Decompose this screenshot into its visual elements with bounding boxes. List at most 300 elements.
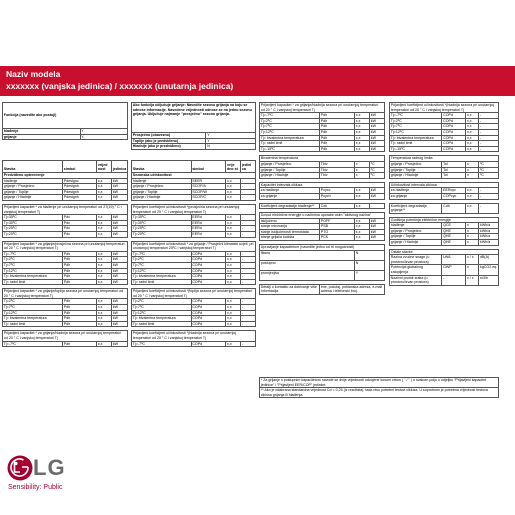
cycle-efficiency-label: za grijanje — [390, 193, 442, 199]
capacity-control-value: Y — [355, 270, 385, 280]
power-modes-unit: kW — [370, 224, 385, 230]
cdh-val: x,x — [466, 203, 479, 213]
operating-limit-heading: Temperatura radnog limita — [390, 156, 499, 162]
cdh-unit: - — [479, 203, 499, 213]
other-items-label: Potencijal globalnog zatopljenja — [390, 265, 442, 275]
cop-cold4-sym: COPd — [442, 118, 466, 124]
cap-cold-sym: Pdh — [320, 124, 355, 130]
function-label: hlađenje — [3, 129, 81, 135]
seasonal-sym: SCOP/C — [191, 195, 226, 201]
other-items-heading: Ostale stavke — [390, 249, 499, 255]
cycle-efficiency-val: x,x — [466, 188, 479, 194]
seasonal-unit: - — [241, 189, 256, 195]
cop-warm-label: Tj= radni limit — [132, 321, 192, 327]
eer-sym: EERd — [191, 220, 226, 226]
cool-cap-unit: kW — [112, 215, 128, 221]
cop-avg-unit: - — [241, 279, 256, 285]
power-modes-sym: POFF — [320, 218, 355, 224]
capacity-val: x,x — [97, 184, 112, 190]
heat-warm-sym: Pdh — [63, 310, 97, 316]
heat-avg-sym: Pdh — [63, 268, 97, 274]
other-items-unit: kgCO2 eq. — [479, 265, 499, 275]
cycle-efficiency-val: x,x — [466, 193, 479, 199]
cool-cap-label: Tj=35ºC — [3, 215, 63, 221]
cap-cold-sym: Pdh — [320, 113, 355, 119]
cop-avg-val: x,x — [226, 257, 241, 263]
eer-sym: EERd — [191, 215, 226, 221]
power-modes-unit: kW — [370, 229, 385, 235]
seasonal-val: x,x — [226, 189, 241, 195]
power-modes-val: x,x — [355, 235, 370, 241]
seasonal-heading: Sezonska učinkovitost — [132, 173, 256, 179]
cap-cold-sym: Pdh — [320, 146, 355, 152]
power-modes-label: isključeno — [260, 218, 320, 224]
other-items-val: x — [466, 265, 479, 275]
col2-efficiency-table — [131, 160, 256, 347]
table-row — [390, 275, 499, 285]
heat-avg-unit: kW — [112, 251, 128, 257]
heat-warm-val: x,x — [97, 299, 112, 305]
cop-cold4-label: Tj=7ºC — [390, 124, 442, 130]
heat-avg-val: x,x — [97, 274, 112, 280]
operating-limit-label: grijanje / Hladnije — [390, 173, 442, 179]
function-label: grijanje — [3, 134, 81, 140]
cap-cold-unit: kW — [370, 113, 385, 119]
cool-cap-unit: kW — [112, 231, 128, 237]
annual-consumption-unit: kWh/a — [479, 228, 499, 234]
cop-cold4-sym: COPd — [442, 146, 466, 152]
cap-cold-label: Tj=-15ºC — [260, 146, 320, 152]
cop-cold4-unit: - — [479, 129, 499, 135]
table-row — [390, 240, 499, 246]
cap-cold-sym: Pdh — [320, 141, 355, 147]
eer-unit: - — [241, 231, 256, 237]
cop-cold4-label: Tj=-15ºC — [390, 146, 442, 152]
bivalent-unit: ºC — [370, 173, 385, 179]
heat-avg-val: x,x — [97, 257, 112, 263]
annual-consumption-label: grijanje / Toplije — [390, 234, 442, 240]
operating-limit-val: x — [466, 161, 479, 167]
seasonal-val: x,x — [226, 184, 241, 190]
capacity-sym: Pdesignh — [63, 189, 97, 195]
cop-cold4-val: x,x — [466, 146, 479, 152]
cycle-capacity-label: za grijanje — [260, 193, 320, 199]
cop-cold4-label: Tj=-7ºC — [390, 113, 442, 119]
seasonal-sym: SCOP/W — [191, 189, 226, 195]
heat-warm-sym: Pdh — [63, 305, 97, 311]
cop-cold4-label: Tj=2ºC — [390, 118, 442, 124]
bivalent-sym: Tbiv — [320, 173, 355, 179]
table-row — [390, 203, 499, 213]
cop-warm-val: x,x — [226, 310, 241, 316]
seasonal-unit: - — [241, 184, 256, 190]
cap-cold-sym: Pdh — [320, 129, 355, 135]
seasonal-label: grijanje / Prosječno — [132, 184, 192, 190]
bivalent-val: x — [355, 167, 370, 173]
cop-warm-sym: COPd — [191, 321, 226, 327]
operating-limit-sym: Tol — [442, 167, 466, 173]
cop-avg-unit: - — [241, 268, 256, 274]
other-items-unit: m3/h — [479, 275, 499, 285]
power-modes-val: x,x — [355, 229, 370, 235]
heat-cold-label: Tj=-7ºC — [3, 341, 63, 347]
heat-avg-unit: kW — [112, 257, 128, 263]
annual-consumption-label: grijanje / Hladnije — [390, 240, 442, 246]
cap-cold-unit: kW — [370, 124, 385, 130]
cool-cap-val: x,x — [97, 226, 112, 232]
cop-cold4-unit: - — [479, 141, 499, 147]
seasonal-val: x,x — [226, 195, 241, 201]
col-head-value: vrije dno st — [226, 161, 241, 173]
capacity-unit: kW — [112, 195, 128, 201]
cop-cold4-val: x,x — [466, 113, 479, 119]
cop-cold4-unit: - — [479, 135, 499, 141]
annual-consumption-val: x — [466, 228, 479, 234]
heat-warm-unit: kW — [112, 299, 128, 305]
cool-cap-val: x,x — [97, 220, 112, 226]
cop-avg-val: x,x — [226, 274, 241, 280]
heat-avg-heading: Prijavljeni kapacitet * za grijanje/prosječna sezona pri unutarnjoj temperaturi od 20 ° C i vanjskoj temperaturi Tj — [3, 241, 128, 251]
col3-block — [259, 102, 385, 295]
cap-cold-sym: Pdh — [320, 135, 355, 141]
cap-cold-label: Tj=12ºC — [260, 129, 320, 135]
eer-val: x,x — [226, 226, 241, 232]
annual-consumption-sym: QCE — [442, 223, 466, 229]
capacity-unit: kW — [112, 178, 128, 184]
capacity-control-label: promjenjivo — [260, 270, 355, 280]
cop-avg-unit: - — [241, 274, 256, 280]
heat-warm-sym: Pdh — [63, 321, 97, 327]
table-row — [3, 341, 128, 347]
seasonal-label: grijanje / Toplije — [132, 189, 192, 195]
other-items-sym: GWP — [442, 265, 466, 275]
heat-warm-label: Tj=12ºC — [3, 310, 63, 316]
annual-consumption-unit: kWh/a — [479, 223, 499, 229]
capacity-sym: Pdesignc — [63, 178, 97, 184]
cap-cold-val: x,x — [355, 113, 370, 119]
heat-warm-val: x,x — [97, 305, 112, 311]
seasonal-val: x,x — [226, 178, 241, 184]
col-head-unit: jedini ca — [241, 161, 256, 173]
contact-row — [260, 284, 385, 294]
capacity-val: x,x — [97, 195, 112, 201]
cop-cold4-unit: - — [479, 118, 499, 124]
heat-warm-unit: kW — [112, 305, 128, 311]
other-items-label: Razina zvučne snage (u prostoru/izvan prostora) — [390, 255, 442, 265]
bivalent-label: grijanje / Prosječno — [260, 161, 320, 167]
heat-cold-heading: Prijavljeni kapacitet * za grijanje/hladnija sezona pri unutarnjoj temperaturi od 20 ° C i vanjskoj temperaturi Tj — [3, 331, 128, 341]
cop-cold-sym: COPd — [191, 341, 226, 347]
cop-cold4-val: x,x — [466, 118, 479, 124]
cool-cap-label: Tj=25ºC — [3, 226, 63, 232]
seasonal-sym: SEER — [191, 178, 226, 184]
heat-avg-sym: Pdh — [63, 279, 97, 285]
eer-label: Tj=30ºC — [132, 220, 192, 226]
cap-cold-heading: Prijavljeni kapacitet * za grijanje/hladnija sezona pri unutarnjoj temperaturi od 20 ° C i vanjskoj temperaturi Tj — [260, 103, 385, 113]
cap-cold-label: Tj=-7ºC — [260, 113, 320, 119]
power-modes-sym: PSB — [320, 224, 355, 230]
annual-consumption-heading: Godišnja potrošnja električne energije — [390, 217, 499, 223]
cop-warm-val: x,x — [226, 316, 241, 322]
table-row — [390, 265, 499, 275]
heat-avg-val: x,x — [97, 279, 112, 285]
cop-cold4-label: Tj= bivalentna temperatura — [390, 135, 442, 141]
cap-cold-val: x,x — [355, 124, 370, 130]
bivalent-heading: Bivalentna temperatura — [260, 156, 385, 162]
heat-avg-label: Tj=7ºC — [3, 262, 63, 268]
function-value: Y — [80, 129, 128, 135]
cycle-efficiency-sym: EERcyc — [442, 188, 466, 194]
cop-cold4-label: Tj= radni limit — [390, 141, 442, 147]
heat-warm-label: Tj= bivalentna temperatura — [3, 316, 63, 322]
cop-warm-unit: - — [241, 305, 256, 311]
cop-warm-heading: Prijavljeni koeficijent učinkovitosti *(toplija sezona pri unutarnjoj temperaturi od 20 ° C i vanjskoj temperaturi Tj — [132, 289, 256, 299]
heat-cold-sym: Pdh — [63, 341, 97, 347]
heat-warm-val: x,x — [97, 310, 112, 316]
operating-limit-unit: ºC — [479, 173, 499, 179]
cool-cap-sym: Pdc — [63, 231, 97, 237]
seasonal-sym: SCOP/A — [191, 184, 226, 190]
capacity-label: grijanje / Prosječno — [3, 184, 63, 190]
capacity-control-value: N — [355, 250, 385, 260]
power-modes-unit: kW — [370, 235, 385, 241]
cop-avg-val: x,x — [226, 251, 241, 257]
cycle-capacity-unit: kW — [370, 188, 385, 194]
cop-avg-unit: - — [241, 262, 256, 268]
cool-cap-sym: Pdc — [63, 226, 97, 232]
operating-limit-label: grijanje / Toplije — [390, 167, 442, 173]
seasonal-unit: - — [241, 178, 256, 184]
heat-warm-label: Tj=2ºC — [3, 299, 63, 305]
cycle-capacity-heading: Kapacitet intervala ciklusa — [260, 182, 385, 188]
cop-avg-sym: COPd — [191, 257, 226, 263]
other-items-unit: dB(A) — [479, 255, 499, 265]
eer-unit: - — [241, 220, 256, 226]
season-heading: Ako funkcija uključuje grijanje: Navedite sezonu grijanja na koju se odnose informacije. Navedene vrijednosti odnose se na jednu sezonu grijanja. Uključuje najmanje "prosječnu" sezonu grijanja. — [132, 103, 256, 133]
bivalent-label: grijanje / Toplije — [260, 167, 320, 173]
cap-cold-unit: kW — [370, 146, 385, 152]
heat-avg-val: x,x — [97, 262, 112, 268]
table-row — [260, 260, 385, 270]
heat-warm-unit: kW — [112, 321, 128, 327]
heat-warm-sym: Pdh — [63, 316, 97, 322]
cop-cold4-val: x,x — [466, 124, 479, 130]
capacity-control-value: N — [355, 260, 385, 270]
capacity-label: grijanje / Hladnije — [3, 195, 63, 201]
cap-cold-sym: Pdh — [320, 118, 355, 124]
col-head-stavka: Stavka — [132, 161, 192, 173]
cop-cold4-sym: COPd — [442, 113, 466, 119]
cop-cold-val: x,x — [226, 341, 241, 347]
cop-cold4-sym: COPd — [442, 135, 466, 141]
contact-value: ime, položaj, poštanska adresa, e-mail adresa i telefonski broj. — [320, 284, 385, 294]
cop-avg-unit: - — [241, 257, 256, 263]
cycle-capacity-label: za hlađenje — [260, 188, 320, 194]
cop-avg-label: Tj=2ºC — [132, 257, 192, 263]
capacity-heading: Predviđeno opterećenje — [3, 173, 128, 179]
heat-avg-sym: Pdh — [63, 257, 97, 263]
cool-cap-unit: kW — [112, 226, 128, 232]
annual-consumption-sym: QHE — [442, 234, 466, 240]
heat-avg-label: Tj= bivalentna temperatura — [3, 274, 63, 280]
bivalent-label: grijanje / Hladnije — [260, 173, 320, 179]
heat-avg-unit: kW — [112, 262, 128, 268]
cycle-capacity-val: x,x — [355, 188, 370, 194]
power-modes-label: stanje grijača kućišta — [260, 235, 320, 241]
lg-tagline: Sensibility: Public — [8, 484, 63, 491]
bivalent-sym: Tbiv — [320, 161, 355, 167]
annual-consumption-sym: QHE — [442, 228, 466, 234]
cop-avg-label: Tj=-7ºC — [132, 251, 192, 257]
heat-avg-unit: kW — [112, 279, 128, 285]
table-row — [390, 234, 499, 240]
cop-warm-unit: - — [241, 321, 256, 327]
capacity-val: x,x — [97, 189, 112, 195]
bivalent-unit: ºC — [370, 161, 385, 167]
cop-cold4-val: x,x — [466, 141, 479, 147]
cop-warm-label: Tj=12ºC — [132, 310, 192, 316]
cop-cold-heading: Prijavljeni koeficijent učinkovitosti *(hladnija sezona pri unutarnjoj temperaturi od 20 ° C i vanjskoj temperaturi Tj — [132, 331, 256, 341]
table-row — [390, 173, 499, 179]
cop-avg-sym: COPd — [191, 274, 226, 280]
cop-cold4-unit: - — [479, 124, 499, 130]
cycle-capacity-sym: Pcych — [320, 193, 355, 199]
cap-cold-label: Tj=2ºC — [260, 118, 320, 124]
heat-cold-val: x,x — [97, 341, 112, 347]
power-modes-sym: PTO — [320, 229, 355, 235]
cop-warm-label: Tj=2ºC — [132, 299, 192, 305]
cop-cold4-label: Tj=12ºC — [390, 129, 442, 135]
eer-val: x,x — [226, 215, 241, 221]
cop-avg-val: x,x — [226, 268, 241, 274]
model-title: Naziv modela — [6, 69, 61, 79]
cop-cold4-unit: - — [479, 113, 499, 119]
capacity-sym: Pdesignh — [63, 184, 97, 190]
cop-warm-label: Tj= bivalentna temperatura — [132, 316, 192, 322]
other-items-sym: LWA — [442, 255, 466, 265]
cap-cold-label: Tj= radni limit — [260, 141, 320, 147]
season-label: Hladnije (ako je predviđeno) — [132, 144, 206, 150]
bivalent-val: x — [355, 173, 370, 179]
cap-cold-unit: kW — [370, 141, 385, 147]
capacity-val: x,x — [97, 178, 112, 184]
cool-cap-val: x,x — [97, 215, 112, 221]
operating-limit-unit: ºC — [479, 161, 499, 167]
annual-consumption-val: x — [466, 223, 479, 229]
cop-cold4-val: x,x — [466, 135, 479, 141]
cap-cold-val: x,x — [355, 129, 370, 135]
eer-val: x,x — [226, 231, 241, 237]
operating-limit-val: x — [466, 167, 479, 173]
cop-warm-val: x,x — [226, 305, 241, 311]
table-row — [260, 250, 385, 260]
other-items-label: Nazivni protok zraka (u prostoru/izvan prostora) — [390, 275, 442, 285]
cop-avg-sym: COPd — [191, 279, 226, 285]
cap-cold-label: Tj=7ºC — [260, 124, 320, 130]
power-modes-sym: PCK — [320, 235, 355, 241]
power-modes-heading: Dovod električne energije u načinima uporabe osim "aktivnog načina" — [260, 213, 385, 219]
cap-cold-val: x,x — [355, 135, 370, 141]
cop-avg-label: Tj= bivalentna temperatura — [132, 274, 192, 280]
power-modes-unit: kW — [370, 218, 385, 224]
cap-cold-val: x,x — [355, 141, 370, 147]
table-row — [132, 341, 256, 347]
table-row — [390, 228, 499, 234]
cycle-efficiency-unit: - — [479, 188, 499, 194]
annual-consumption-label: grijanje / Prosječno — [390, 228, 442, 234]
notes-block — [259, 377, 499, 398]
cdc-val: x,x — [355, 203, 370, 209]
note-2: ** Ako je odabrana standardna vrijednost Cd = 0,25 (iz rezultata), tada nisu potrebni testovi ciklusa. U suprotnom je potrebna vrijednost testova ciklusa grijanja ili hlađenja. — [260, 388, 499, 398]
cop-cold-label: Tj=-7ºC — [132, 341, 192, 347]
capacity-label: grijanje / Toplije — [3, 189, 63, 195]
cop-avg-sym: COPd — [191, 251, 226, 257]
annual-consumption-val: x — [466, 240, 479, 246]
cop-warm-sym: COPd — [191, 305, 226, 311]
heat-avg-val: x,x — [97, 268, 112, 274]
heat-avg-label: Tj=-7ºC — [3, 251, 63, 257]
model-header — [0, 66, 515, 96]
season-label: Prosječno (obavezno) — [132, 133, 206, 139]
eer-label: Tj=25ºC — [132, 226, 192, 232]
col-head-stavka: Stavka — [3, 161, 63, 173]
heat-avg-label: Tj= radni limit — [3, 279, 63, 285]
heat-warm-label: Tj=7ºC — [3, 305, 63, 311]
annual-consumption-val: x — [466, 234, 479, 240]
cdc-unit: - — [370, 203, 385, 209]
cop-warm-sym: COPd — [191, 310, 226, 316]
cop-warm-sym: COPd — [191, 316, 226, 322]
function-value: Y — [80, 134, 128, 140]
cop-cold4-sym: COPd — [442, 124, 466, 130]
cdc-sym: Cdc — [320, 203, 355, 209]
heat-avg-sym: Pdh — [63, 251, 97, 257]
annual-consumption-label: hlađenje — [390, 223, 442, 229]
eer-unit: - — [241, 215, 256, 221]
cycle-efficiency-sym: COPcyc — [442, 193, 466, 199]
season-label: Toplije (ako je predviđeno) — [132, 138, 206, 144]
bivalent-sym: Tbiv — [320, 167, 355, 173]
capacity-unit: kW — [112, 184, 128, 190]
cop-warm-unit: - — [241, 310, 256, 316]
cop-warm-sym: COPd — [191, 299, 226, 305]
cycle-efficiency-heading: Učinkovitost intervala ciklusa — [390, 182, 499, 188]
cycle-capacity-unit: kW — [370, 193, 385, 199]
heat-warm-unit: kW — [112, 310, 128, 316]
eer-unit: - — [241, 226, 256, 232]
col4-block — [389, 102, 499, 286]
heat-warm-heading: Prijavljeni kapacitet * za grijanje/toplija sezona pri unutarnjoj temperaturi od 20 ° C i vanjskoj temperaturi Tj — [3, 289, 128, 299]
eer-sym: EERd — [191, 226, 226, 232]
table-row — [260, 270, 385, 280]
col-head-unit: jedinica — [112, 161, 128, 173]
power-modes-val: x,x — [355, 218, 370, 224]
other-items-val: x / x — [466, 255, 479, 265]
cop-avg-heading: Prijavljeni koeficijent učinkovitosti * za grijanje / Prosječni klimatski uvjeti, pri unutarnjoj temperaturi 20ºC i vanjskoj temperaturi Tj — [132, 241, 256, 251]
bivalent-unit: ºC — [370, 167, 385, 173]
note-1: * Za grijanje s postupnim kapacitetom navode se dvije vrijednosti odvojene kosom crtom ( " / " ) u svakom polju u odjeljku "Prijavljeni kapacitet jedinice" i "Prijavljeni EER/COP" jedinice. — [260, 378, 499, 388]
contact-label: Detalji o kontaktu za dobivanje više informacija — [260, 284, 320, 294]
season-value: N — [206, 144, 256, 150]
cop-cold4-sym: COPd — [442, 129, 466, 135]
annual-consumption-unit: kWh/a — [479, 240, 499, 246]
cool-cap-label: Tj=30ºC — [3, 220, 63, 226]
power-modes-val: x,x — [355, 224, 370, 230]
table-row — [390, 161, 499, 167]
cop-cold-unit: - — [241, 341, 256, 347]
cop-cold4-sym: COPd — [442, 141, 466, 147]
function-heading: Funkcija (navedite ako postoji) — [3, 103, 128, 129]
